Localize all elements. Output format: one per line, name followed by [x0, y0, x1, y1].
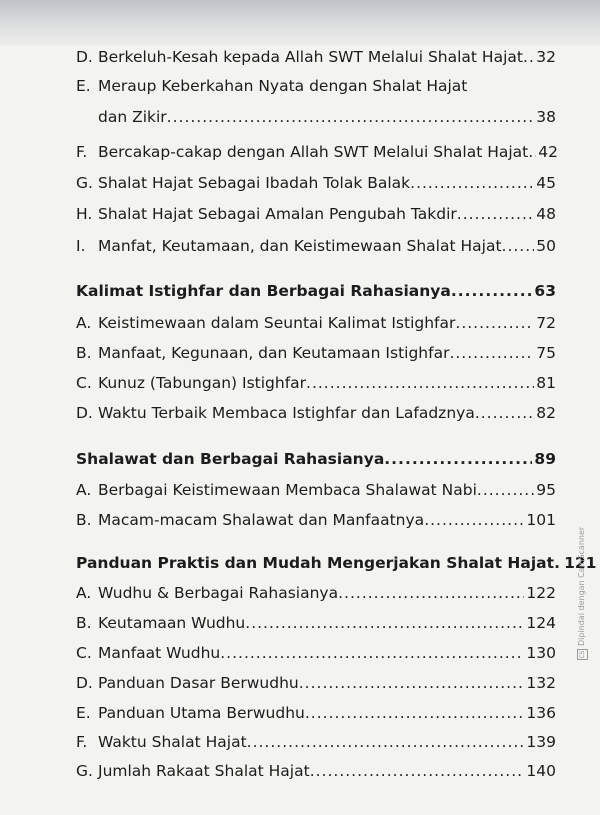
- toc-entry: [76, 613, 556, 633]
- toc-entry: [76, 107, 556, 127]
- entry-letter: D.: [76, 404, 93, 422]
- section-page: 89: [534, 450, 556, 468]
- toc-entry: [76, 703, 556, 723]
- entry-letter: B.: [76, 344, 92, 362]
- entry-page: 136: [526, 704, 556, 722]
- leader-dots: [449, 343, 534, 363]
- entry-title: Manfaat Wudhu: [98, 644, 221, 662]
- toc-entry: [76, 204, 556, 224]
- entry-page: 81: [536, 374, 556, 392]
- entry-title: Panduan Utama Berwudhu: [98, 704, 305, 722]
- entry-title: Keistimewaan dalam Seuntai Kalimat Istighfar: [98, 314, 456, 332]
- entry-page: 95: [536, 481, 556, 499]
- entry-letter: D.: [76, 674, 93, 692]
- entry-letter: I.: [76, 237, 86, 255]
- leader-dots: [310, 761, 525, 781]
- entry-title: Manfat, Keutamaan, dan Keistimewaan Shalat Hajat: [98, 237, 502, 255]
- section-title: Kalimat Istighfar dan Berbagai Rahasianya: [76, 282, 451, 300]
- entry-title: Macam-macam Shalawat dan Manfaatnya: [98, 511, 425, 529]
- entry-title: Shalat Hajat Sebagai Amalan Pengubah Takdir: [98, 205, 457, 223]
- entry-title: Wudhu & Berbagai Rahasianya: [98, 584, 339, 602]
- leader-dots: [167, 107, 535, 127]
- entry-letter: G.: [76, 174, 93, 192]
- entry-title: Waktu Terbaik Membaca Istighfar dan Lafadznya: [98, 404, 475, 422]
- entry-letter: F.: [76, 143, 88, 161]
- entry-page: 72: [536, 314, 556, 332]
- entry-letter: F.: [76, 733, 88, 751]
- entry-page: 130: [526, 644, 556, 662]
- leader-dots: [220, 643, 524, 663]
- leader-dots: [338, 583, 524, 603]
- toc-entry: [76, 343, 556, 363]
- entry-page: 75: [536, 344, 556, 362]
- leader-dots: [502, 236, 535, 256]
- section-title: Shalawat dan Berbagai Rahasianya: [76, 450, 385, 468]
- entry-page: 82: [536, 404, 556, 422]
- section-page: 121: [564, 554, 597, 572]
- leader-dots: [245, 613, 524, 633]
- camscanner-icon: CS: [579, 650, 586, 659]
- leader-dots: [410, 173, 534, 193]
- entry-letter: A.: [76, 314, 92, 332]
- section-title: Panduan Praktis dan Mudah Mengerjakan Shalat Hajat: [76, 554, 555, 572]
- entry-page: 38: [536, 108, 556, 126]
- entry-page: 140: [526, 762, 556, 780]
- entry-title: Manfaat, Kegunaan, dan Keutamaan Istighfar: [98, 344, 450, 362]
- entry-page: 132: [526, 674, 556, 692]
- leader-dots: [451, 281, 533, 301]
- toc-entry: [76, 761, 556, 781]
- entry-title: Waktu Shalat Hajat: [98, 733, 247, 751]
- toc-entry: [76, 643, 556, 663]
- toc-entry: [76, 510, 556, 530]
- leader-dots: [475, 403, 534, 423]
- entry-page: 42: [538, 143, 558, 161]
- entry-title: Keutamaan Wudhu: [98, 614, 246, 632]
- toc-entry: [76, 236, 556, 256]
- entry-title: Jumlah Rakaat Shalat Hajat: [98, 762, 310, 780]
- leader-dots: [384, 449, 532, 469]
- entry-page: 50: [536, 237, 556, 255]
- entry-title: Kunuz (Tabungan) Istighfar: [98, 374, 307, 392]
- toc-entry: [76, 480, 556, 500]
- leader-dots: [554, 553, 562, 573]
- toc-section-heading: [76, 553, 597, 573]
- toc-entry: [76, 173, 556, 193]
- entry-letter: E.: [76, 704, 91, 722]
- toc-section-heading: [76, 449, 556, 469]
- entry-page: 124: [526, 614, 556, 632]
- entry-letter: C.: [76, 644, 92, 662]
- entry-letter: B.: [76, 511, 92, 529]
- section-page: 63: [534, 282, 556, 300]
- entry-page: 122: [526, 584, 556, 602]
- leader-dots: [247, 732, 525, 752]
- entry-letter: A.: [76, 481, 92, 499]
- leader-dots: [528, 142, 536, 162]
- entry-letter: G.: [76, 762, 93, 780]
- entry-page: 139: [526, 733, 556, 751]
- scanner-note-text: Dipindai dengan CamScanner: [577, 526, 586, 646]
- toc-entry: [76, 47, 556, 67]
- entry-letter: B.: [76, 614, 92, 632]
- toc-section-heading: [76, 281, 556, 301]
- entry-title-continued: dan Zikir: [98, 108, 167, 126]
- leader-dots: [305, 703, 525, 723]
- entry-title: Meraup Keberkahan Nyata dengan Shalat Hajat: [98, 77, 468, 95]
- leader-dots: [477, 480, 534, 500]
- entry-letter: A.: [76, 584, 92, 602]
- scanner-watermark: [577, 527, 588, 660]
- entry-letter: C.: [76, 374, 92, 392]
- toc-entry: [76, 373, 556, 393]
- entry-page: 101: [526, 511, 556, 529]
- entry-title: Berkeluh-Kesah kepada Allah SWT Melalui Shalat Hajat: [98, 48, 523, 66]
- entry-title: Berbagai Keistimewaan Membaca Shalawat Nabi: [98, 481, 477, 499]
- entry-title: Shalat Hajat Sebagai Ibadah Tolak Balak: [98, 174, 411, 192]
- entry-page: 32: [536, 48, 556, 66]
- toc-entry: [76, 673, 556, 693]
- entry-page: 45: [536, 174, 556, 192]
- leader-dots: [457, 204, 534, 224]
- toc-entry: [76, 583, 556, 603]
- leader-dots: [523, 47, 534, 67]
- entry-page: 48: [536, 205, 556, 223]
- entry-title: Bercakap-cakap dengan Allah SWT Melalui Shalat Hajat: [98, 143, 529, 161]
- leader-dots: [424, 510, 524, 530]
- leader-dots: [299, 673, 525, 693]
- entry-letter: E.: [76, 77, 91, 95]
- leader-dots: [306, 373, 534, 393]
- entry-title: Panduan Dasar Berwudhu: [98, 674, 299, 692]
- entry-letter: H.: [76, 205, 93, 223]
- leader-dots: [455, 313, 534, 333]
- toc-entry: [76, 732, 556, 752]
- toc-entry-line1: [76, 76, 467, 96]
- entry-letter: D.: [76, 48, 93, 66]
- toc-entry: [76, 403, 556, 423]
- toc-entry: [76, 142, 556, 162]
- toc-entry: [76, 313, 556, 333]
